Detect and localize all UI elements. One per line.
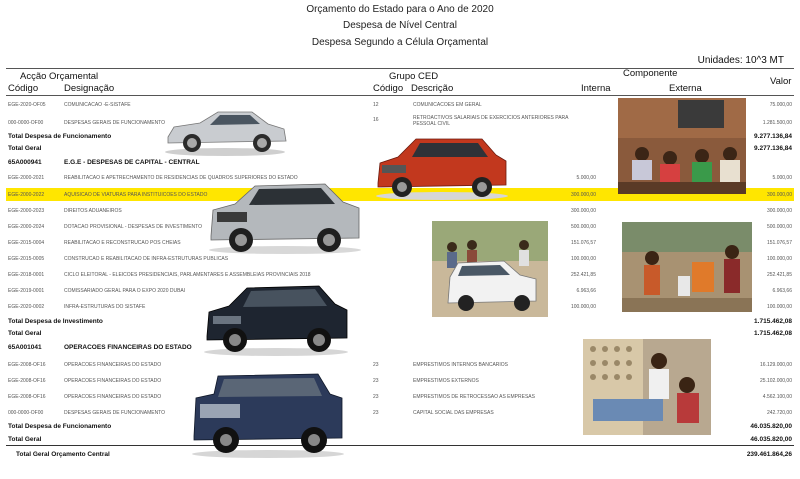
- pickup-truck-photo: [432, 221, 548, 317]
- hospital-ward-photo: [583, 339, 711, 435]
- table-row: EGE-2015-0005 CONSTRUCAO E REABILITACAO DE INFRA-ESTRUTURAS PUBLICAS 100.000,00 100.000,00: [8, 256, 792, 262]
- grand-total-row: Total Geral Orçamento Central 239.461.864,26: [16, 451, 792, 458]
- silver-sedan-image: [160, 97, 290, 157]
- section-row: 65A000941 E.G.E - DESPESAS DE CAPITAL - CENTRAL: [8, 159, 200, 166]
- grand-total-rule: [6, 445, 794, 446]
- total-row: Total Geral 9.277.136,84: [8, 145, 792, 152]
- classroom-photo: [618, 98, 746, 194]
- col-interna: Interna: [581, 83, 611, 94]
- col-codigo-ced: Código: [373, 83, 404, 94]
- table-row: EGE-2008-OF16 OPERACOES FINANCEIRAS DO ESTADO 23 EMPRESTIMOS INTERNOS BANCARIOS 16.129.000,00: [8, 362, 792, 368]
- col-valor: Valor: [770, 76, 792, 87]
- report-subtitle: Despesa de Nível Central: [343, 20, 457, 31]
- table-row: EGE-2015-0004 REABILITACAO E RECONSTRUCAO POS CHEIAS 151.076,57 151.076,57: [8, 240, 792, 246]
- black-range-rover-image: [201, 276, 351, 356]
- table-row: EGE-2000-2023 DIREITOS ADUANEIROS 300.000,00 300.000,00: [8, 208, 792, 214]
- table-row: 000-0000-OF00 DESPESAS GERAIS DE FUNCIONAMENTO 16 RETROACTIVOS SALARIAIS DE EXERCICIOS ANTERIORES PARA PESSOAL CIVIL 1.281.500,00: [8, 115, 792, 127]
- units-label: Unidades: 10^3 MT: [697, 55, 784, 66]
- header-rule-bottom: [6, 95, 794, 96]
- section-row: 65A001041 OPERACOES FINANCEIRAS DO ESTADO: [8, 344, 192, 351]
- subtotal-row: Total Despesa de Funcionamento 9.277.136,84: [8, 133, 792, 140]
- table-row: EGE-2008-OF16 OPERACOES FINANCEIRAS DO ESTADO 23 EMPRESTIMOS EXTERNOS 25.102.000,00: [8, 378, 792, 384]
- grey-jeep-image: [205, 176, 365, 254]
- total-row: Total Geral 1.715.462,08: [8, 330, 792, 337]
- col-grupo: Grupo CED: [389, 71, 439, 82]
- report-subtitle-2: Despesa Segundo a Célula Orçamental: [311, 37, 489, 48]
- col-codigo-accao: Código: [8, 83, 39, 94]
- col-componente: Componente: [623, 68, 678, 79]
- table-row: EGE-2018-0001 CICLO ELEITORAL - ELEICOES PRESIDENCIAIS, PARLAMENTARES E ASSEMBLEIAS PROVINCIAIS 2018 252.421,85 252.421,85: [8, 272, 792, 278]
- table-row: EGE-2020-OF05 COMUNICACAO -E-SISTAFE 12 COMUNICACOES EM GERAL 75.000,00: [8, 102, 792, 108]
- table-row: 000-0000-OF00 DESPESAS GERAIS DE FUNCIONAMENTO 23 CAPITAL SOCIAL DAS EMPRESAS 242.720,00: [8, 410, 792, 416]
- col-externa: Externa: [669, 83, 702, 94]
- table-row: EGE-2008-OF16 OPERACOES FINANCEIRAS DO ESTADO 23 EMPRESTIMOS DE RETROCESSAO AS EMPRESAS 4.562.100,00: [8, 394, 792, 400]
- col-descricao: Descrição: [411, 83, 454, 94]
- table-row: EGE-2000-2021 REABILITACAO E APETRECHAMENTO DE RESIDENCIAS DE QUADROS SUPERIORES DO ESTADO 5.000,00 5.000,00: [8, 175, 792, 181]
- subtotal-row: Total Despesa de Investimento 1.715.462,08: [8, 318, 792, 325]
- col-accao: Acção Orçamental: [20, 71, 99, 82]
- blue-land-rover-image: [188, 368, 348, 458]
- subtotal-row: Total Despesa de Funcionamento 46.035.820,00: [8, 423, 792, 430]
- report-title: Orçamento do Estado para o Ano de 2020: [306, 4, 494, 15]
- table-row: EGE-2000-2024 DOTACAO PROVISIONAL - DESPESAS DE INVESTIMENTO 500.000,00 500.000,00: [8, 224, 792, 230]
- highlighted-row: EGE-2000-2022 AQUISICAO DE VIATURAS PARA INSTITUICOES DO ESTADO 300.000,00 300.000,00: [6, 188, 794, 201]
- red-suv-image: [372, 133, 512, 200]
- table-row: EGE-2020-0002 INFRA-ESTRUTURAS DO SISTAFE 100.000,00 100.000,00: [8, 304, 792, 310]
- water-collection-photo: [622, 222, 752, 312]
- col-designacao: Designação: [64, 83, 115, 94]
- total-row: Total Geral 46.035.820,00: [8, 436, 792, 443]
- table-row: EGE-2019-0001 COMISSARIADO GERAL PARA O EXPO 2020 DUBAI 6.963,66 6.963,66: [8, 288, 792, 294]
